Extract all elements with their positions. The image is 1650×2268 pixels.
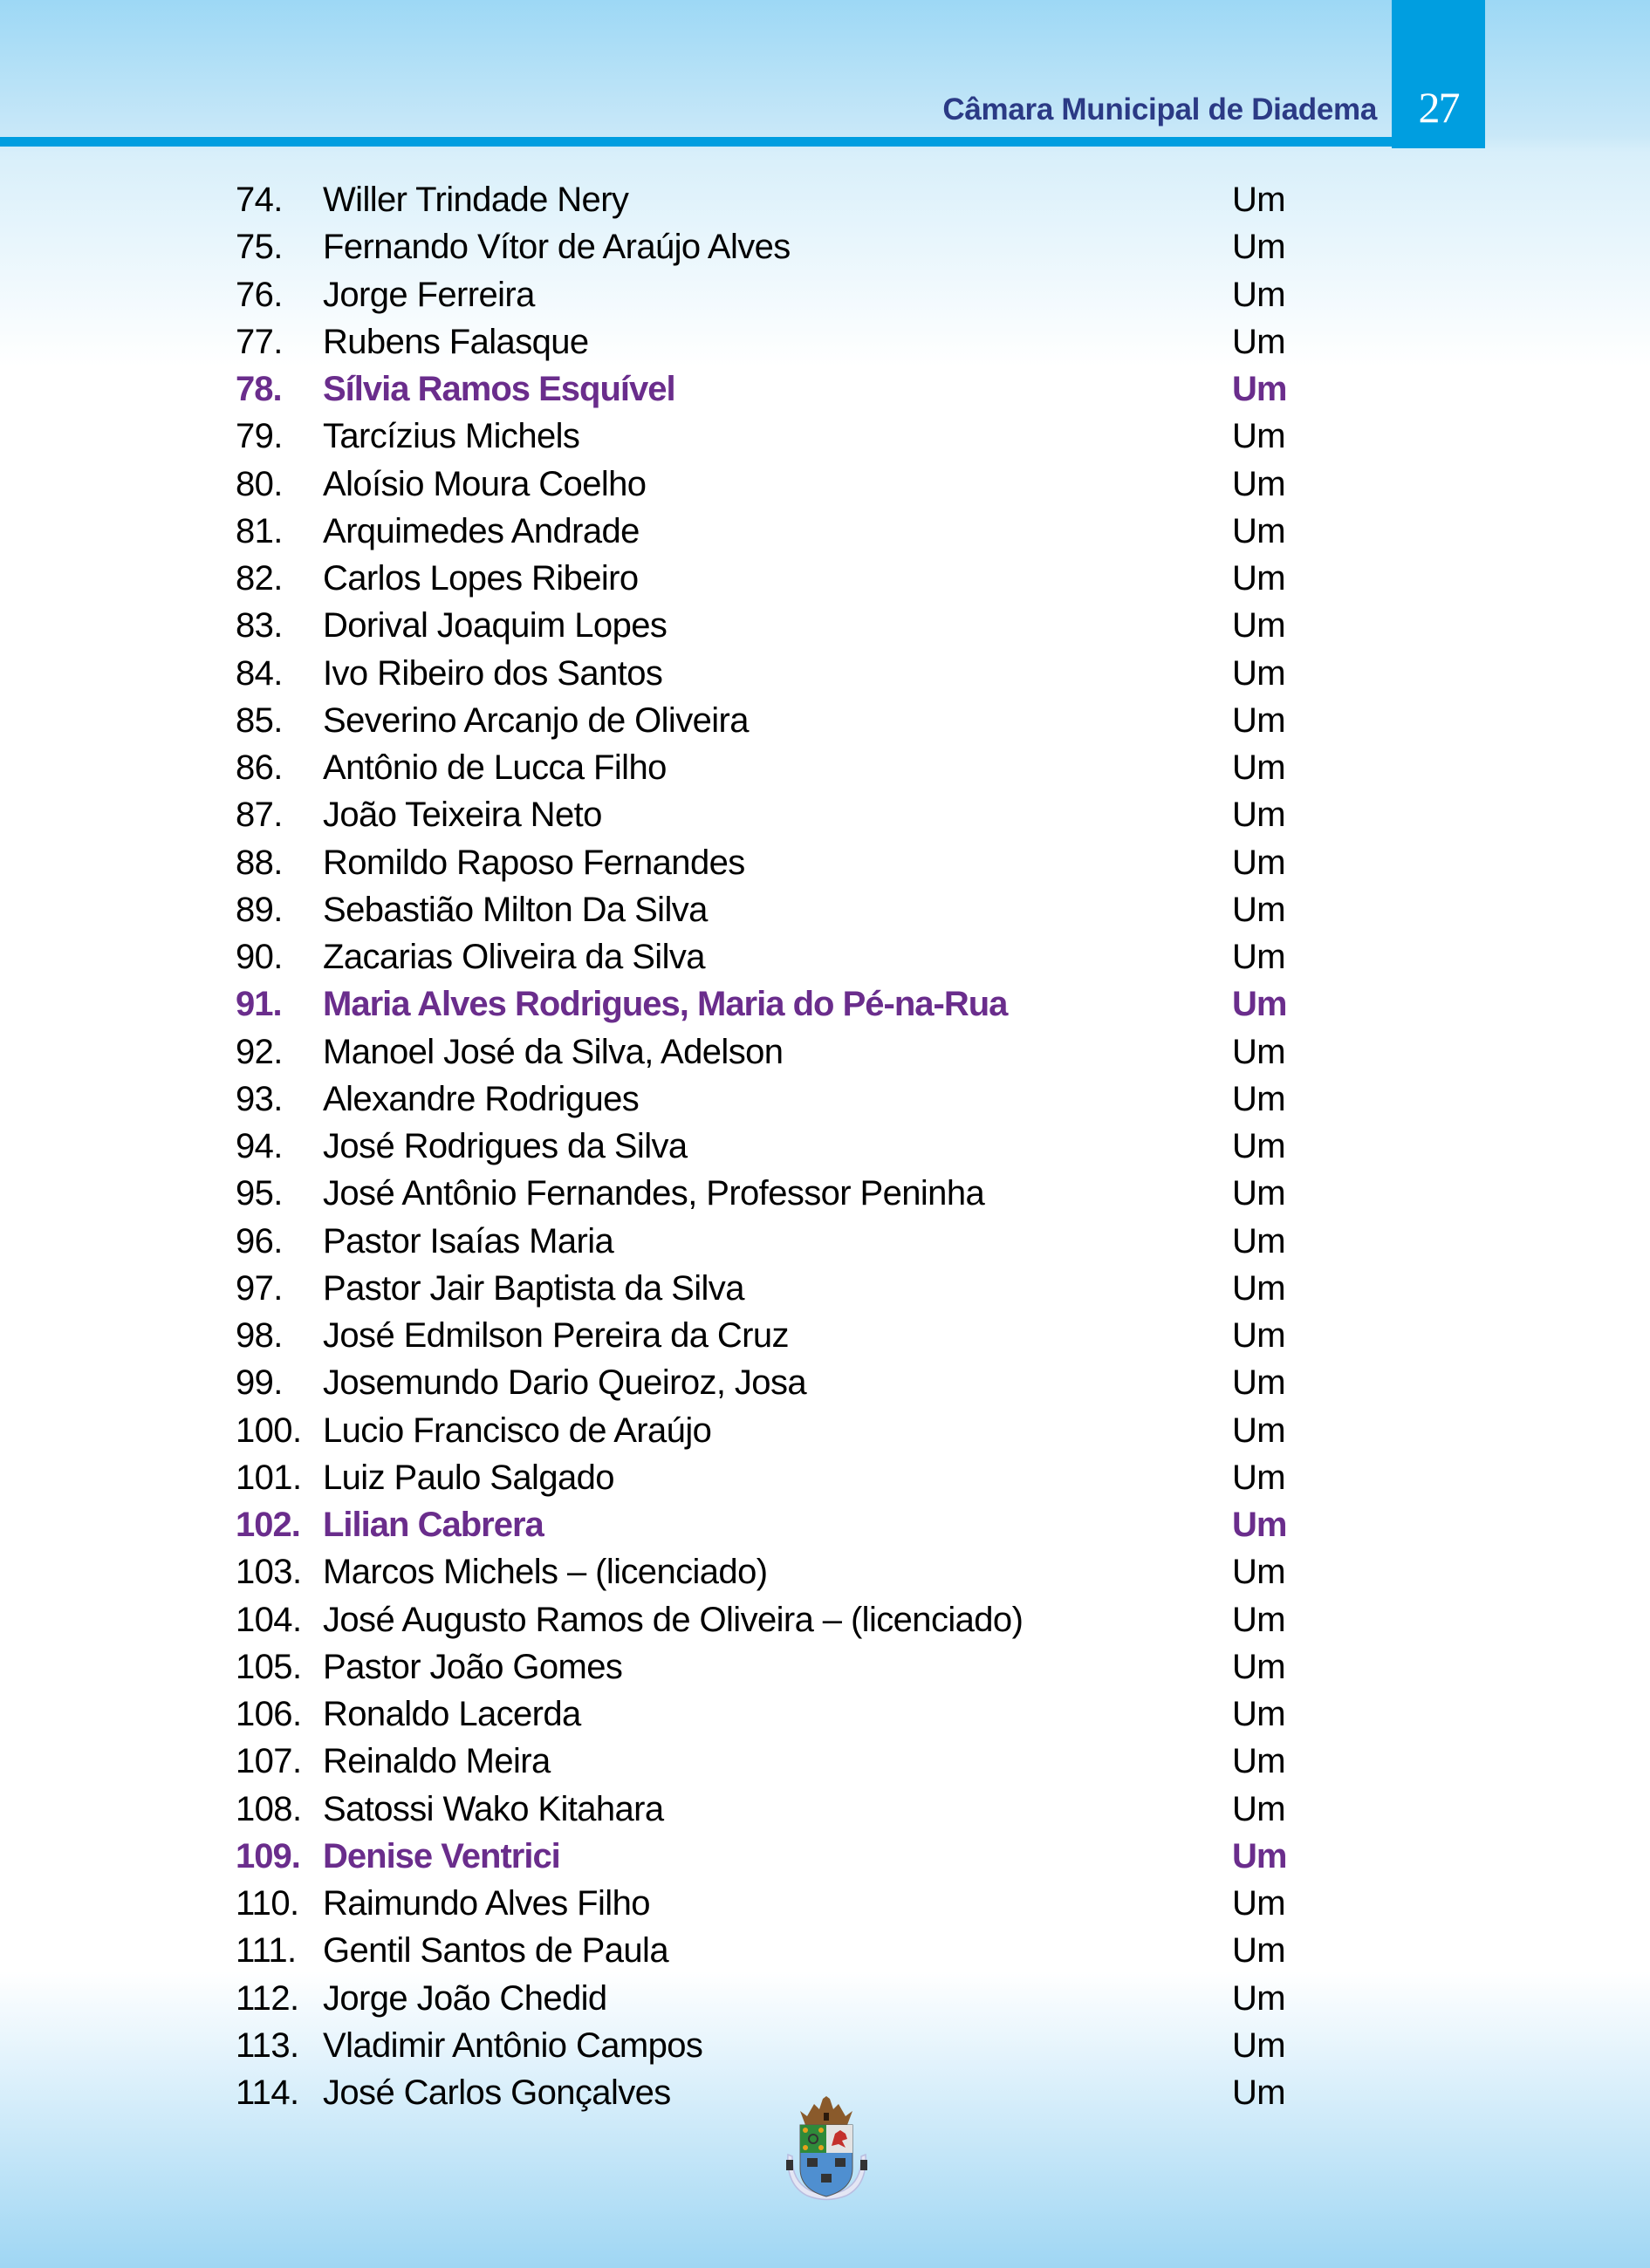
item-number: 114.: [236, 2073, 299, 2112]
item-votes: Um: [1232, 700, 1286, 740]
crest-crown: [800, 2096, 852, 2125]
item-number: 75.: [236, 228, 283, 267]
list-item: [236, 1501, 1370, 1548]
item-name: Jorge Ferreira: [323, 275, 535, 314]
item-number: 105.: [236, 1647, 302, 1686]
honorees-list: [236, 176, 1370, 2116]
item-votes: Um: [1232, 1079, 1286, 1118]
item-votes: Um: [1232, 653, 1286, 693]
list-item: [236, 1265, 1370, 1312]
list-item: [236, 1454, 1370, 1501]
item-votes: Um: [1232, 1931, 1286, 1971]
item-name: Maria Alves Rodrigues, Maria do Pé-na-Rua: [323, 985, 1008, 1024]
list-item: [236, 508, 1370, 555]
list-item: [236, 365, 1370, 413]
item-name: Romildo Raposo Fernandes: [323, 843, 745, 882]
item-votes: Um: [1232, 2073, 1286, 2112]
item-name: Tarcízius Michels: [323, 417, 580, 456]
item-votes: Um: [1232, 2025, 1286, 2065]
item-number: 108.: [236, 1789, 302, 1828]
item-name: Vladimir Antônio Campos: [323, 2025, 703, 2065]
list-item: [236, 839, 1370, 886]
item-number: 101.: [236, 1458, 302, 1497]
list-item: [236, 650, 1370, 697]
item-name: Denise Ventrici: [323, 1836, 560, 1875]
item-votes: Um: [1232, 181, 1286, 219]
item-name: Dorival Joaquim Lopes: [323, 606, 668, 646]
item-votes: Um: [1232, 1127, 1286, 1165]
item-name: José Rodrigues da Silva: [323, 1127, 688, 1165]
item-number: 107.: [236, 1742, 302, 1781]
item-name: Zacarias Oliveira da Silva: [323, 938, 705, 976]
item-number: 95.: [236, 1174, 283, 1213]
list-item: [236, 176, 1370, 223]
item-name: Sebastião Milton Da Silva: [323, 890, 708, 929]
list-item: [236, 1643, 1370, 1691]
item-votes: Um: [1232, 938, 1286, 976]
item-votes: Um: [1232, 322, 1286, 361]
list-item: [236, 1123, 1370, 1170]
item-votes: Um: [1232, 464, 1286, 503]
item-name: Alexandre Rodrigues: [323, 1079, 640, 1118]
item-votes: Um: [1232, 275, 1286, 314]
list-item: [236, 1312, 1370, 1359]
item-name: Raimundo Alves Filho: [323, 1884, 650, 1923]
list-item: [236, 980, 1370, 1028]
item-name: Carlos Lopes Ribeiro: [323, 559, 639, 598]
item-number: 99.: [236, 1363, 283, 1403]
item-number: 92.: [236, 1032, 283, 1071]
crest-ribbon-end-right: [860, 2160, 867, 2170]
item-votes: Um: [1232, 1978, 1286, 2018]
item-votes: Um: [1232, 1458, 1286, 1497]
item-name: Fernando Vítor de Araújo Alves: [323, 228, 791, 267]
list-item: [236, 1833, 1370, 1880]
list-item: [236, 744, 1370, 791]
item-votes: Um: [1232, 1742, 1286, 1781]
item-number: 91.: [236, 985, 282, 1024]
list-item: [236, 933, 1370, 980]
item-name: José Carlos Gonçalves: [323, 2073, 671, 2112]
item-votes: Um: [1232, 559, 1286, 598]
page-number-box: [1392, 0, 1485, 148]
item-votes: Um: [1232, 1174, 1286, 1213]
item-votes: Um: [1232, 796, 1286, 835]
item-number: 96.: [236, 1221, 283, 1260]
item-number: 94.: [236, 1127, 283, 1165]
item-votes: Um: [1232, 1032, 1286, 1071]
item-number: 79.: [236, 417, 283, 456]
list-item: [236, 223, 1370, 270]
item-number: 78.: [236, 370, 282, 408]
item-number: 113.: [236, 2025, 299, 2065]
header-title: Câmara Municipal de Diadema: [942, 92, 1377, 126]
list-item: [236, 1738, 1370, 1785]
item-name: Reinaldo Meira: [323, 1742, 551, 1781]
item-name: Severino Arcanjo de Oliveira: [323, 700, 749, 740]
item-name: Pastor Jair Baptista da Silva: [323, 1268, 744, 1308]
item-number: 82.: [236, 559, 283, 598]
item-name: Antônio de Lucca Filho: [323, 748, 667, 787]
list-item: [236, 1548, 1370, 1595]
item-name: Marcos Michels – (licenciado): [323, 1553, 768, 1592]
item-votes: Um: [1232, 1884, 1286, 1923]
item-votes: Um: [1232, 748, 1286, 787]
list-item: [236, 1359, 1370, 1406]
item-votes: Um: [1232, 1221, 1286, 1260]
item-votes: Um: [1232, 890, 1286, 929]
item-number: 77.: [236, 322, 283, 361]
item-votes: Um: [1232, 1268, 1286, 1308]
item-votes: Um: [1232, 1411, 1286, 1450]
item-number: 86.: [236, 748, 283, 787]
item-name: Gentil Santos de Paula: [323, 1931, 668, 1971]
item-name: Aloísio Moura Coelho: [323, 464, 647, 503]
item-name: Ronaldo Lacerda: [323, 1695, 581, 1733]
item-number: 83.: [236, 606, 283, 646]
crest-ribbon-end-left: [786, 2160, 793, 2170]
item-number: 85.: [236, 700, 283, 740]
item-votes: Um: [1232, 606, 1286, 646]
item-votes: Um: [1232, 417, 1286, 456]
item-number: 98.: [236, 1316, 283, 1355]
item-name: Lucio Francisco de Araújo: [323, 1411, 712, 1450]
list-item: [236, 413, 1370, 460]
item-number: 80.: [236, 464, 283, 503]
item-number: 76.: [236, 275, 283, 314]
item-number: 89.: [236, 890, 283, 929]
item-name: Rubens Falasque: [323, 322, 589, 361]
crest-crown-gate: [824, 2113, 829, 2121]
list-item: [236, 1076, 1370, 1123]
item-name: Manoel José da Silva, Adelson: [323, 1032, 784, 1071]
list-item: [236, 318, 1370, 365]
list-item: [236, 697, 1370, 744]
list-item: [236, 555, 1370, 602]
item-votes: Um: [1232, 370, 1287, 408]
item-name: Arquimedes Andrade: [323, 511, 640, 550]
item-number: 106.: [236, 1695, 302, 1733]
item-number: 103.: [236, 1553, 302, 1592]
list-item: [236, 1028, 1370, 1076]
list-item: [236, 602, 1370, 649]
coat-of-arms-icon: [781, 2094, 873, 2207]
item-number: 87.: [236, 796, 283, 835]
list-item: [236, 886, 1370, 933]
list-item: [236, 1691, 1370, 1738]
item-votes: Um: [1232, 511, 1286, 550]
item-votes: Um: [1232, 985, 1287, 1024]
list-item: [236, 1407, 1370, 1454]
item-number: 112.: [236, 1978, 299, 2018]
list-item: [236, 1786, 1370, 1833]
item-name: José Edmilson Pereira da Cruz: [323, 1316, 789, 1355]
item-votes: Um: [1232, 1836, 1287, 1875]
item-votes: Um: [1232, 1789, 1286, 1828]
list-item: [236, 1170, 1370, 1217]
item-number: 74.: [236, 181, 283, 219]
item-name: Satossi Wako Kitahara: [323, 1789, 664, 1828]
item-name: Josemundo Dario Queiroz, Josa: [323, 1363, 806, 1403]
item-number: 81.: [236, 511, 283, 550]
item-name: Lilian Cabrera: [323, 1506, 544, 1544]
item-name: José Antônio Fernandes, Professor Peninha: [323, 1174, 985, 1213]
item-votes: Um: [1232, 1600, 1286, 1639]
item-name: José Augusto Ramos de Oliveira – (licenciado): [323, 1600, 1024, 1639]
item-name: João Teixeira Neto: [323, 796, 602, 835]
item-number: 88.: [236, 843, 283, 882]
item-name: Sílvia Ramos Esquível: [323, 370, 675, 408]
item-number: 100.: [236, 1411, 302, 1450]
item-number: 93.: [236, 1079, 283, 1118]
item-votes: Um: [1232, 1695, 1286, 1733]
item-votes: Um: [1232, 1506, 1287, 1544]
list-item: [236, 2022, 1370, 2069]
item-votes: Um: [1232, 1553, 1286, 1592]
item-name: Pastor João Gomes: [323, 1647, 623, 1686]
item-number: 102.: [236, 1506, 300, 1544]
page-number: 27: [1418, 83, 1459, 132]
item-number: 111.: [236, 1931, 297, 1971]
item-votes: Um: [1232, 1316, 1286, 1355]
item-number: 110.: [236, 1884, 299, 1923]
item-number: 84.: [236, 653, 283, 693]
item-name: Ivo Ribeiro dos Santos: [323, 653, 663, 693]
item-name: Luiz Paulo Salgado: [323, 1458, 614, 1497]
item-number: 104.: [236, 1600, 302, 1639]
item-votes: Um: [1232, 1647, 1286, 1686]
item-votes: Um: [1232, 228, 1286, 267]
item-votes: Um: [1232, 1363, 1286, 1403]
item-number: 90.: [236, 938, 283, 976]
list-item: [236, 461, 1370, 508]
list-item: [236, 1880, 1370, 1927]
item-number: 109.: [236, 1836, 300, 1875]
header-rule: [0, 137, 1392, 147]
list-item: [236, 1596, 1370, 1643]
item-number: 97.: [236, 1268, 283, 1308]
item-name: Jorge João Chedid: [323, 1978, 607, 2018]
list-item: [236, 791, 1370, 838]
item-votes: Um: [1232, 843, 1286, 882]
item-name: Willer Trindade Nery: [323, 181, 629, 219]
list-item: [236, 271, 1370, 318]
list-item: [236, 1975, 1370, 2022]
list-item: [236, 1927, 1370, 1974]
item-name: Pastor Isaías Maria: [323, 1221, 614, 1260]
list-item: [236, 1218, 1370, 1265]
